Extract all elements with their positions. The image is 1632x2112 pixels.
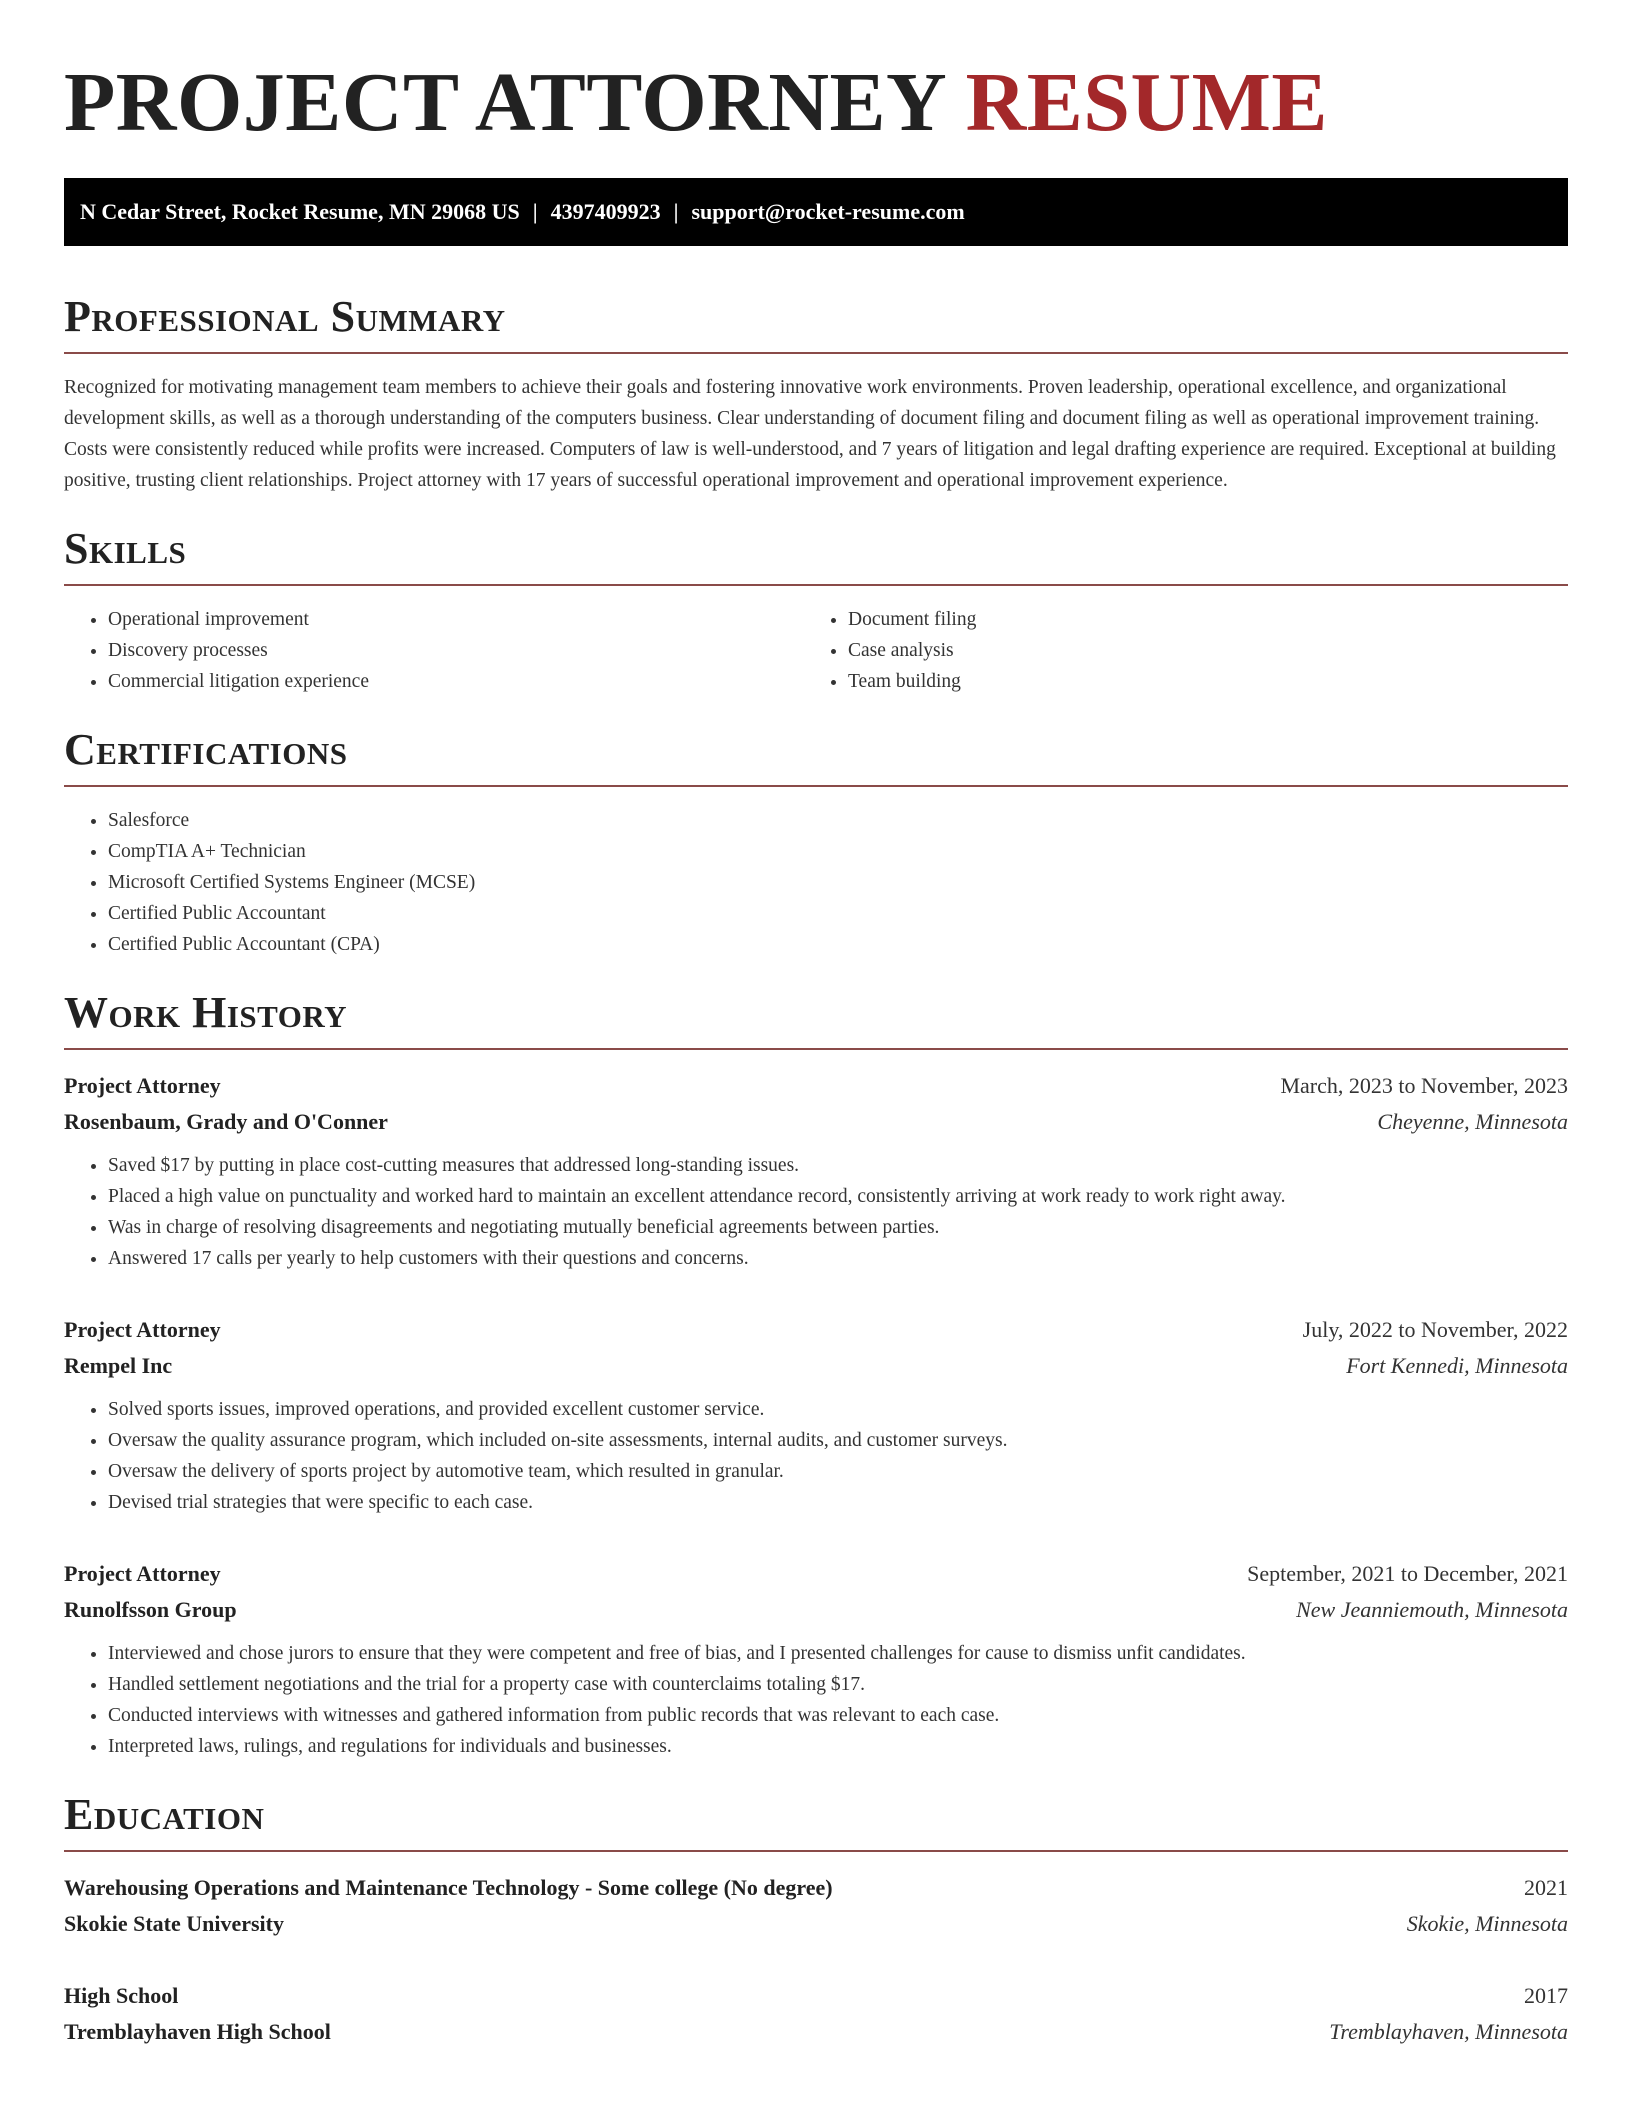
job-bullets	[64, 1150, 1568, 1274]
education-section	[64, 1790, 1568, 2050]
job-location: Cheyenne, Minnesota	[1377, 1109, 1568, 1134]
job-bullets	[64, 1394, 1568, 1518]
contact-phone: 4397409923	[550, 199, 661, 224]
certifications-list	[64, 805, 1568, 960]
summary-heading: Professional Summary	[64, 292, 506, 341]
job-company: Runolfsson Group	[64, 1597, 237, 1622]
job-bullet: • Oversaw the quality assurance program, which included on-site assessments, internal audits, and customer surveys.	[108, 1425, 1568, 1456]
job-header-row	[64, 1068, 1568, 1104]
job-bullet: • Interpreted laws, rulings, and regulations for individuals and businesses.	[108, 1731, 1568, 1762]
education-entry	[64, 1870, 1568, 1942]
education-entry	[64, 1978, 1568, 2050]
job-bullet: • Interviewed and chose jurors to ensure that they were competent and free of bias, and I presented challenges for cause to dismiss unfit candidates.	[108, 1638, 1568, 1669]
skill-item: • Operational improvement	[108, 604, 804, 635]
job-bullet: • Devised trial strategies that were specific to each case.	[108, 1487, 1568, 1518]
job-bullet: • Saved $17 by putting in place cost-cutting measures that addressed long-standing issues.	[108, 1150, 1568, 1181]
section-divider	[64, 584, 1568, 586]
section-divider	[64, 1048, 1568, 1050]
title-accent: RESUME	[965, 56, 1328, 149]
section-divider	[64, 352, 1568, 354]
job-title: Project Attorney	[64, 1561, 221, 1586]
education-degree: High School	[64, 1983, 179, 2008]
job-bullet: • Answered 17 calls per yearly to help customers with their questions and concerns.	[108, 1243, 1568, 1274]
summary-text: Recognized for motivating management team members to achieve their goals and fostering innovative work environments. Proven leadership, operational excellence, and organizational development skills, as well as a thorough understanding of the computers business. Clear understanding of document filing and document filing as well as operational improvement training. Costs were consistently reduced while profits were increased. Computers of law is well-understood, and 7 years of litigation and legal drafting experience are required. Exceptional at building positive, trusting client relationships. Project attorney with 17 years of successful operational improvement and operational improvement experience.	[64, 377, 1556, 491]
certification-item: • CompTIA A+ Technician	[108, 836, 1568, 867]
resume-title	[64, 56, 1568, 150]
job-entry	[64, 1068, 1568, 1274]
education-school: Tremblayhaven High School	[64, 2019, 331, 2044]
job-header-row	[64, 1556, 1568, 1592]
job-company-row	[64, 1592, 1568, 1628]
skills-grid	[64, 604, 1568, 697]
education-location: Skokie, Minnesota	[1406, 1911, 1568, 1936]
job-company-row	[64, 1348, 1568, 1384]
certification-item: • Salesforce	[108, 805, 1568, 836]
section-divider	[64, 785, 1568, 787]
education-degree-row	[64, 1870, 1568, 1906]
certification-item: • Microsoft Certified Systems Engineer (MCSE)	[108, 867, 1568, 898]
work-history-heading: Work History	[64, 988, 348, 1037]
job-bullet: • Solved sports issues, improved operations, and provided excellent customer service.	[108, 1394, 1568, 1425]
education-heading: Education	[64, 1790, 265, 1839]
job-entry	[64, 1312, 1568, 1518]
contact-separator: |	[673, 199, 679, 224]
job-bullet: • Was in charge of resolving disagreements and negotiating mutually beneficial agreements between parties.	[108, 1212, 1568, 1243]
contact-email: support@rocket-resume.com	[691, 199, 965, 224]
skill-item: • Discovery processes	[108, 635, 804, 666]
skill-item: • Commercial litigation experience	[108, 666, 804, 697]
education-year: 2017	[1524, 1983, 1568, 2008]
summary-section	[64, 292, 1568, 496]
contact-separator: |	[532, 199, 538, 224]
title-main: PROJECT ATTORNEY	[64, 56, 945, 149]
job-entry	[64, 1556, 1568, 1762]
job-company-row	[64, 1104, 1568, 1140]
job-location: Fort Kennedi, Minnesota	[1346, 1353, 1568, 1378]
skill-item: • Document filing	[848, 604, 1568, 635]
job-title: Project Attorney	[64, 1073, 221, 1098]
job-bullet: • Oversaw the delivery of sports project by automotive team, which resulted in granular.	[108, 1456, 1568, 1487]
job-bullet: • Placed a high value on punctuality and worked hard to maintain an excellent attendance record, consistently arriving at work ready to work right away.	[108, 1181, 1568, 1212]
skill-item: • Team building	[848, 666, 1568, 697]
job-company: Rosenbaum, Grady and O'Conner	[64, 1109, 388, 1134]
skills-section	[64, 524, 1568, 697]
job-company: Rempel Inc	[64, 1353, 173, 1378]
job-bullet: • Conducted interviews with witnesses and gathered information from public records that was relevant to each case.	[108, 1700, 1568, 1731]
job-location: New Jeanniemouth, Minnesota	[1296, 1597, 1568, 1622]
certifications-section	[64, 725, 1568, 960]
education-school-row	[64, 1906, 1568, 1942]
education-location: Tremblayhaven, Minnesota	[1329, 2019, 1568, 2044]
education-year: 2021	[1524, 1875, 1568, 1900]
skills-list-left	[64, 604, 804, 697]
education-school-row	[64, 2014, 1568, 2050]
skills-heading: Skills	[64, 524, 187, 573]
work-history-section	[64, 988, 1568, 1762]
education-degree-row	[64, 1978, 1568, 2014]
contact-address: N Cedar Street, Rocket Resume, MN 29068 US	[80, 199, 520, 224]
job-bullet: • Handled settlement negotiations and the trial for a property case with counterclaims totaling $17.	[108, 1669, 1568, 1700]
contact-bar	[64, 178, 1568, 246]
job-dates: September, 2021 to December, 2021	[1247, 1561, 1568, 1586]
certification-item: • Certified Public Accountant	[108, 898, 1568, 929]
certifications-heading: Certifications	[64, 725, 348, 774]
skill-item: • Case analysis	[848, 635, 1568, 666]
skills-list-right	[804, 604, 1568, 697]
section-divider	[64, 1850, 1568, 1852]
job-title: Project Attorney	[64, 1317, 221, 1342]
education-degree: Warehousing Operations and Maintenance Technology - Some college (No degree)	[64, 1875, 833, 1900]
job-dates: July, 2022 to November, 2022	[1302, 1317, 1568, 1342]
job-bullets	[64, 1638, 1568, 1762]
job-dates: March, 2023 to November, 2023	[1280, 1073, 1568, 1098]
education-school: Skokie State University	[64, 1911, 284, 1936]
certification-item: • Certified Public Accountant (CPA)	[108, 929, 1568, 960]
job-header-row	[64, 1312, 1568, 1348]
